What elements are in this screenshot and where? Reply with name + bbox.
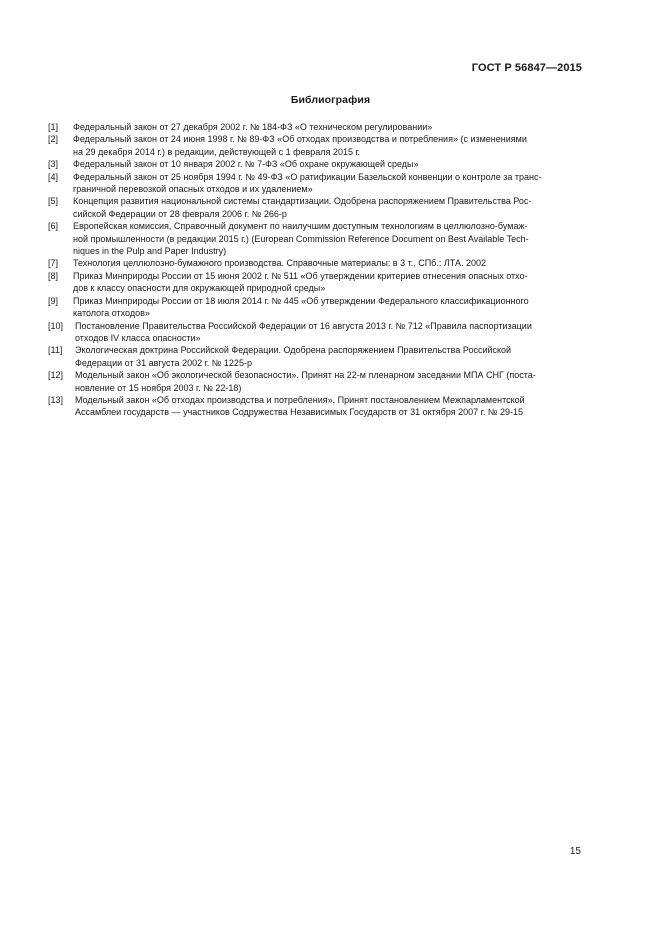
section-title: Библиография (290, 94, 371, 106)
bibliography-entry-number: [1] (48, 122, 59, 132)
bibliography-entry-number: [3] (48, 159, 59, 170)
bibliography-entry-line: ной промышленности (в редакции 2015 г.) (European Commission Reference Document on Best Available Tech- (73, 233, 529, 244)
bibliography-entry-number: [13] (48, 394, 64, 405)
bibliography-entry-line: граничной перевозкой опасных отходов и их удалением» (73, 184, 313, 195)
bibliography-entry-line: Приказ Минприроды России от 15 июня 2002 г. № 511 «Об утверждении критериев отнесения опасных отхо- (73, 270, 528, 281)
bibliography-entry-line: Федеральный закон от 24 июня 1998 г. № 89-ФЗ «Об отходах производства и потребления» (с изменениями (73, 134, 527, 145)
bibliography-entry-text (73, 257, 588, 269)
bibliography-entry-line: сийской Федерации от 28 февраля 2006 г. № 266-р (73, 208, 287, 219)
bibliography-entry-text (75, 369, 588, 394)
bibliography-entry-line: Федеральный закон от 10 января 2002 г. № 7-ФЗ «Об охране окружающей среды» (73, 159, 419, 170)
bibliography-entry (48, 133, 588, 158)
bibliography-entry-line: новление от 15 ноября 2003 г. № 22-18) (75, 382, 242, 393)
bibliography-entry-number: [8] (48, 270, 59, 281)
bibliography-entry-text (73, 270, 588, 295)
bibliography-entry-number: [6] (48, 221, 59, 232)
bibliography-entry-line: Европейская комиссия, Справочный документ по наилучшим доступным технологиям в целлюлозно-бумаж- (73, 221, 528, 232)
bibliography-entry-number: [5] (48, 196, 59, 207)
bibliography-entry-line: Федерации от 31 августа 2002 г. № 1225-р (75, 357, 252, 368)
bibliography-entry-text (75, 320, 588, 345)
bibliography-entry (48, 369, 588, 394)
bibliography-entry-text (75, 394, 588, 419)
bibliography-entry-line: Технология целлюлозно-бумажного производства. Справочные материалы: в 3 т., СПб.: ЛТА. 2002 (73, 258, 486, 269)
page-number: 15 (569, 846, 581, 857)
bibliography-entry-text (73, 121, 588, 133)
bibliography-entry (48, 171, 588, 196)
bibliography-entry (48, 257, 588, 269)
bibliography-entry-line: Модельный закон «Об отходах производства и потребления». Принят постановлением Межпарламентской (75, 394, 525, 405)
bibliography-entry-number: [2] (48, 134, 59, 145)
bibliography-entry-line: Федеральный закон от 25 ноября 1994 г. № 49-ФЗ «О ратификации Базельской конвенции о контроле за транс- (73, 171, 542, 182)
bibliography-entry-line: Модельный закон «Об экологической безопасности». Принят на 22-м пленарном заседании МПА СНГ (поста- (75, 370, 536, 381)
bibliography-entry-number: [4] (48, 171, 59, 182)
bibliography-entry-number: [9] (48, 295, 59, 306)
bibliography-entry-text (75, 344, 588, 369)
bibliography-entry-line: Федеральный закон от 27 декабря 2002 г. № 184-ФЗ «О техническом регулировании» (73, 122, 433, 132)
bibliography-entry-text (73, 195, 588, 220)
bibliography-entry-line: на 29 декабря 2014 г.) в редакции, действующей с 1 февраля 2015 г. (73, 146, 361, 157)
bibliography-entry (48, 320, 588, 345)
bibliography-entry-line: Концепция развития национальной системы стандартизации. Одобрена распоряжением Правительства Рос- (73, 196, 532, 207)
document-code: ГОСТ Р 56847—2015 (471, 62, 582, 74)
bibliography-entry-text (73, 133, 588, 158)
bibliography-entry (48, 295, 588, 320)
bibliography-list (48, 121, 588, 419)
bibliography-entry-number: [12] (48, 370, 64, 381)
bibliography-entry (48, 344, 588, 369)
bibliography-entry-line: католога отходов» (73, 308, 150, 319)
bibliography-entry (48, 121, 588, 133)
bibliography-entry-number: [10] (48, 320, 64, 331)
bibliography-entry-line: Экологическая доктрина Российской Федерации. Одобрена распоряжением Правительства Российской (75, 345, 512, 356)
bibliography-entry (48, 270, 588, 295)
bibliography-entry-line: Ассамблеи государств — участников Содружества Независимых Государств от 31 октября 2007 г. № 29-15 (75, 407, 523, 418)
bibliography-entry-line: Постановление Правительства Российской Федерации от 16 августа 2013 г. № 712 «Правила паспортизации (75, 320, 532, 331)
bibliography-entry-text (73, 295, 588, 320)
bibliography-entry (48, 394, 588, 419)
bibliography-entry-text (73, 158, 588, 170)
bibliography-entry-number: [11] (48, 345, 63, 356)
bibliography-entry-line: дов к классу опасности для окружающей природной среды» (73, 283, 326, 294)
bibliography-entry (48, 195, 588, 220)
bibliography-entry-line: Приказ Минприроды России от 18 июля 2014 г. № 445 «Об утверждении Федерального классификационного (73, 295, 529, 306)
bibliography-entry-line: отходов IV класса опасности» (75, 332, 201, 343)
bibliography-entry-number: [7] (48, 258, 59, 269)
bibliography-entry-text (73, 171, 588, 196)
bibliography-entry (48, 220, 588, 257)
bibliography-entry-line: niques in the Pulp and Paper Industry) (73, 246, 227, 257)
bibliography-entry-text (73, 220, 588, 257)
bibliography-entry (48, 158, 588, 170)
